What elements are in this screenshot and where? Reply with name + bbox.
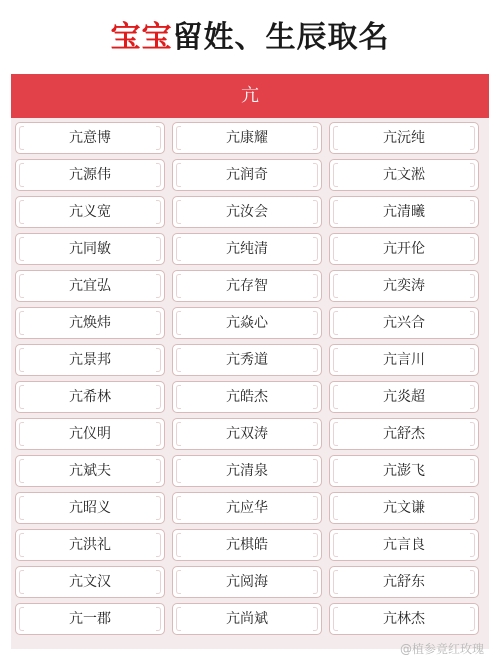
name-cell: 亢洪礼 xyxy=(15,529,165,561)
name-cell: 亢文谦 xyxy=(329,492,479,524)
name-cell: 亢意博 xyxy=(15,122,165,154)
name-cell: 亢舒杰 xyxy=(329,418,479,450)
name-cell: 亢秀道 xyxy=(172,344,322,376)
name-cell: 亢应华 xyxy=(172,492,322,524)
name-cell: 亢文汉 xyxy=(15,566,165,598)
title-accent: 宝宝 xyxy=(110,20,173,55)
page-title xyxy=(0,18,500,58)
name-cell: 亢汝会 xyxy=(172,196,322,228)
name-cell: 亢景邦 xyxy=(15,344,165,376)
name-cell: 亢源伟 xyxy=(15,159,165,191)
name-cell: 亢澎飞 xyxy=(329,455,479,487)
name-cell: 亢昭义 xyxy=(15,492,165,524)
name-cell: 亢一郡 xyxy=(15,603,165,635)
name-cell: 亢林杰 xyxy=(329,603,479,635)
name-cell: 亢清曦 xyxy=(329,196,479,228)
name-cell: 亢同敏 xyxy=(15,233,165,265)
name-cell: 亢阅海 xyxy=(172,566,322,598)
name-cell: 亢清泉 xyxy=(172,455,322,487)
name-cell: 亢文淞 xyxy=(329,159,479,191)
name-cell: 亢言川 xyxy=(329,344,479,376)
name-cell: 亢双涛 xyxy=(172,418,322,450)
name-cell: 亢开伦 xyxy=(329,233,479,265)
name-cell: 亢舒东 xyxy=(329,566,479,598)
name-cell: 亢存智 xyxy=(172,270,322,302)
name-cell: 亢棋皓 xyxy=(172,529,322,561)
names-table xyxy=(11,74,489,649)
name-cell: 亢希林 xyxy=(15,381,165,413)
name-cell: 亢宜弘 xyxy=(15,270,165,302)
name-cell: 亢炎超 xyxy=(329,381,479,413)
name-cell: 亢奕涛 xyxy=(329,270,479,302)
title-rest: 留姓、生辰取名 xyxy=(172,20,390,55)
name-cell: 亢兴合 xyxy=(329,307,479,339)
name-cell: 亢沅纯 xyxy=(329,122,479,154)
surname-header: 亢 xyxy=(11,74,489,118)
names-grid xyxy=(15,122,485,635)
name-cell: 亢仪明 xyxy=(15,418,165,450)
name-cell: 亢言良 xyxy=(329,529,479,561)
name-cell: 亢康耀 xyxy=(172,122,322,154)
name-cell: 亢斌夫 xyxy=(15,455,165,487)
watermark: @植参竟红玫瑰 xyxy=(399,642,484,656)
name-cell: 亢皓杰 xyxy=(172,381,322,413)
name-cell: 亢焕炜 xyxy=(15,307,165,339)
name-cell: 亢义宽 xyxy=(15,196,165,228)
name-cell: 亢尚斌 xyxy=(172,603,322,635)
name-cell: 亢焱心 xyxy=(172,307,322,339)
name-cell: 亢润奇 xyxy=(172,159,322,191)
name-cell: 亢纯清 xyxy=(172,233,322,265)
